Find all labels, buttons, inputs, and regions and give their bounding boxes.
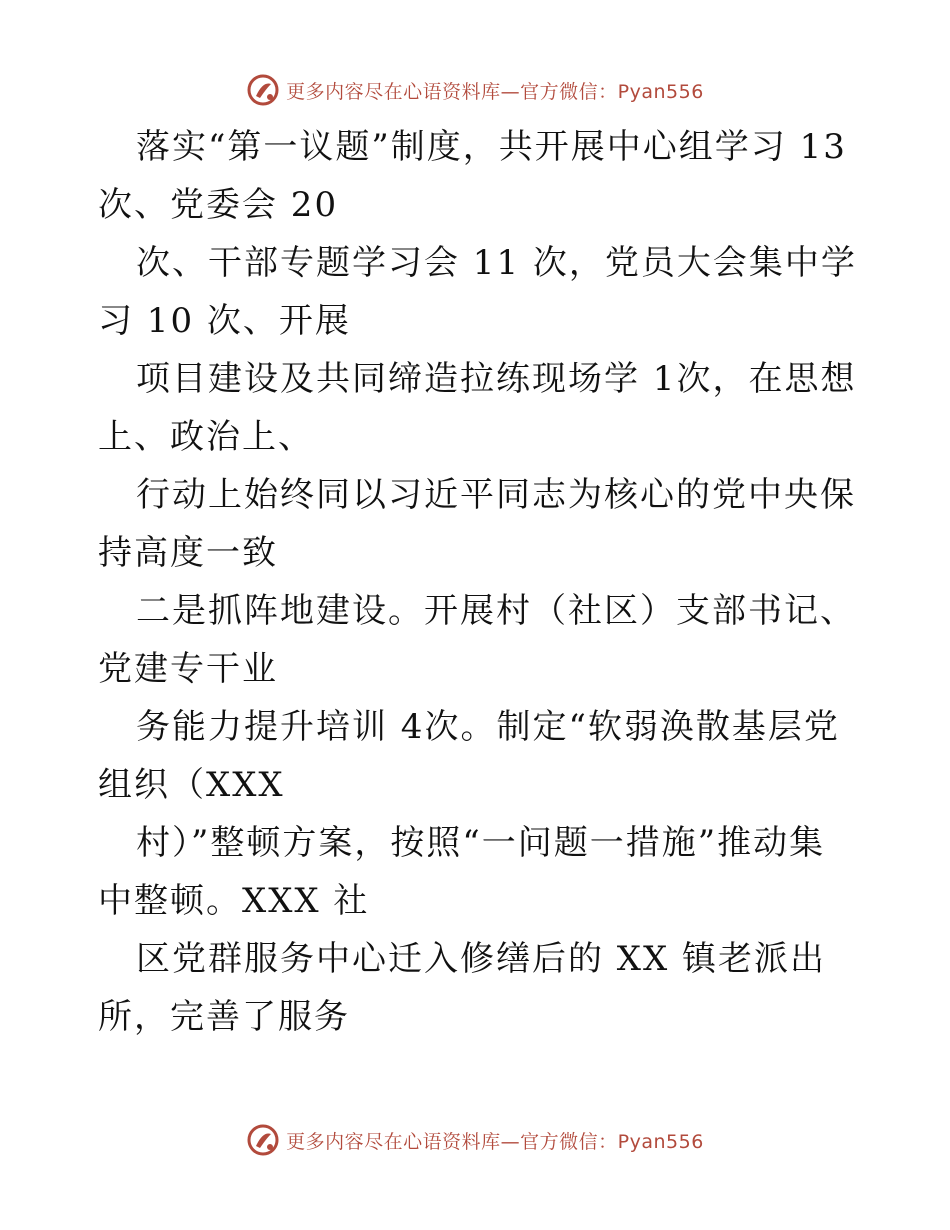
footer-banner-text: 更多内容尽在心语资料库—官方微信：Pyan556 bbox=[286, 1130, 704, 1153]
footer-banner bbox=[0, 1120, 950, 1160]
paragraph: 落实“第一议题”制度，共开展中心组学习 13 次、党委会 20 bbox=[98, 127, 847, 225]
header-banner bbox=[0, 70, 950, 110]
paragraph: 行动上始终同以习近平同志为核心的党中央保持高度一致 bbox=[98, 475, 856, 573]
paragraph: 项目建设及共同缔造拉练现场学 1次，在思想上、政治上、 bbox=[98, 359, 857, 457]
paragraph: 村）”整顿方案，按照“一问题一措施”推动集中整顿。XXX 社 bbox=[98, 823, 826, 921]
header-banner-text: 更多内容尽在心语资料库—官方微信：Pyan556 bbox=[286, 80, 704, 103]
document-body bbox=[98, 118, 858, 1046]
paragraph: 次、干部专题学习会 11 次，党员大会集中学习 10 次、开展 bbox=[98, 243, 857, 341]
brush-seal-logo-icon bbox=[246, 73, 280, 107]
paragraph: 务能力提升培训 4次。制定“软弱涣散基层党组织（XXX bbox=[98, 707, 840, 805]
brush-seal-logo-icon bbox=[246, 1123, 280, 1157]
paragraph: 区党群服务中心迁入修缮后的 XX 镇老派出所，完善了服务 bbox=[98, 939, 827, 1037]
paragraph: 二是抓阵地建设。开展村（社区）支部书记、党建专干业 bbox=[98, 591, 856, 689]
